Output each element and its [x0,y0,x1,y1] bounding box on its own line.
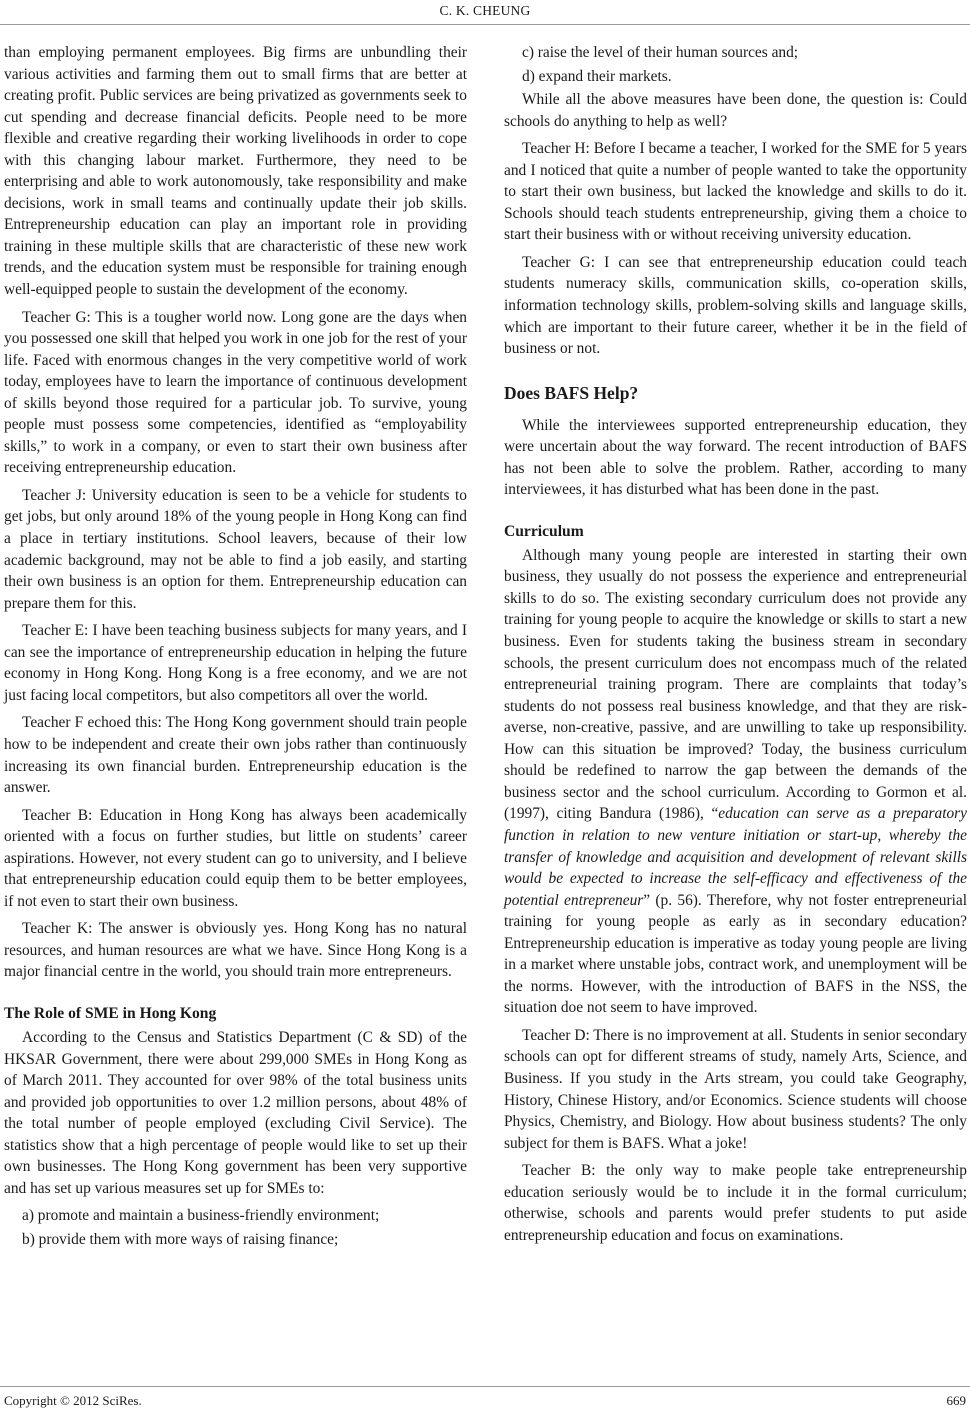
paragraph: While the interviewees supported entrepreneurship education, they were uncertain about the way forward. The recent introduction of BAFS has not been able to solve the problem. Rather, according to many interviewees, it has disturbed what has been done in the past. [504,416,967,499]
section-heading-bafs: Does BAFS Help? [504,382,639,403]
list-item: b) provide them with more ways of raising finance; [22,1230,339,1248]
list-item: c) raise the level of their human sources and; [522,44,799,61]
text-span: Although many young people are interested in starting their own business, they usually do not possess the experience and entrepreneurial skills to do so. The existing secondary curriculum does not provide any training for young people to acquire the knowledge or skills to start a new business. Even for students taking the business stream in secondary schools, the present curriculum does not encompass much of the related entrepreneurial training program. There are complaints that today’s students do not possess real business knowledge, and that they are risk-averse, non-creative, passive, and are unwilling to take up responsibility. How can this situation be improved? Today, the business curriculum should be redefined to narrow the gap between the demands of the business sector and the school curriculum. According to Gormon et al. (1997), citing Bandura (1986), “ [504,546,967,823]
paragraph: Teacher J: University education is seen to be a vehicle for students to get jobs, but only around 18% of the young people in Hong Kong can find a place in tertiary institutions. School leavers, because of their low academic background, may not be able to find a job easily, and starting their own business is an option for them. Entrepreneurship education can prepare them for this. [4,486,467,612]
running-header: C. K. CHEUNG [439,3,531,18]
paragraph: Teacher G: I can see that entrepreneurship education could teach students numeracy skills, communication skills, co-operation skills, information technology skills, problem-solving skills and language skills, which are important to their future career, whether it be in the field of business or not. [504,253,967,358]
paragraph: Teacher K: The answer is obviously yes. Hong Kong has no natural resources, and human resources are what we have. Since Hong Kong is a major financial centre in the world, you should train more entrepreneurs. [4,920,467,981]
right-column [504,42,967,1252]
paragraph: Teacher B: the only way to make people take entrepreneurship education seriously would be to include it in the formal curriculum; otherwise, schools and parents would prefer students to put aside entrepreneurship education and focus on examinations. [504,1162,967,1244]
paragraph: Teacher F echoed this: The Hong Kong government should train people how to be independent and create their own jobs rather than continuously increasing its own financial burden. Entrepreneurship education is the answer. [4,714,467,797]
page-number: 669 [946,1393,966,1408]
paragraph: Teacher H: Before I became a teacher, I worked for the SME for 5 years and I noticed that quite a number of people wanted to take the opportunity to start their own business, but lacked the knowledge and skills to do it. Schools should teach students entrepreneurship, giving them a choice to start their business with or without receiving university education. [504,140,967,244]
header-divider [0,24,970,25]
paragraph: Teacher B: Education in Hong Kong has always been academically oriented with a focus on further studies, but little on students’ career aspirations. However, not every student can go to university, and I believe that entrepreneurship education could equip them to be better employees, if not even to start their own business. [4,806,467,910]
left-column [4,42,467,1252]
list-item: a) promote and maintain a business-friendly environment; [22,1207,380,1225]
paragraph: Teacher D: There is no improvement at all. Students in senior secondary schools can opt for different streams of study, namely Arts, Science, and Business. If you study in the Arts stream, you could take Geography, History, Chinese History, and/or Economics. Science students will choose Physics, Chemistry, and Biology. How about business students? The only subject for them is BAFS. What a joke! [504,1026,967,1152]
paragraph: Teacher E: I have been teaching business subjects for many years, and I can see the importance of entrepreneurship education in helping the future economy in Hong Kong. Hong Kong is a free economy, and we are not just facing local competitors, but also competitors all over the world. [4,622,467,704]
footer-divider [0,1386,970,1387]
paragraph: According to the Census and Statistics Department (C & SD) of the HKSAR Government, there were about 299,000 SMEs in Hong Kong as of March 2011. They accounted for over 98% of the total business units and provided job opportunities to over 1.2 million persons, about 48% of the total number of people employed (excluding Civil Service). The statistics show that a high percentage of people would like to set up their own businesses. The Hong Kong government has been very supportive and has set up various measures set up for SMEs to: [4,1028,467,1197]
list-item: d) expand their markets. [522,67,672,85]
copyright-notice: Copyright © 2012 SciRes. [4,1393,142,1408]
paragraph: While all the above measures have been done, the question is: Could schools do anything to help as well? [504,91,967,130]
quotation: education can serve as a preparatory function in relation to new venture initiation or start-up, whereby the transfer of knowledge and acquisition and development of relevant skills would be expected to increase the self-efficacy and effectiveness of the potential entrepreneur [504,805,967,909]
section-heading-sme: The Role of SME in Hong Kong [4,1004,217,1022]
paragraph-with-quote [504,545,967,1019]
paragraph: Teacher G: This is a tougher world now. Long gone are the days when you possessed one skill that helped you work in one job for the rest of your life. Faced with enormous changes in the very competitive world of work today, employees have to learn the importance of continuous development of skills beyond those required for a particular job. To survive, young people must possess some competencies, identified as “employability skills,” to work in a company, or even to start their own business after receiving entrepreneurship education. [4,308,467,477]
paragraph: than employing permanent employees. Big firms are unbundling their various activities and farming them out to small firms that are better at creating profit. Public services are being privatized as governments seek to cut spending and decrease financial deficits. People need to be more flexible and creative regarding their working livelihoods in order to cope with this changing labour market. Furthermore, they need to be enterprising and able to work autonomously, take responsibility and make decisions, work in small teams and continually update their job skills. Entrepreneurship education can play an important role in providing training in these multiple skills that are characteristic of these new work trends, and the education system must be responsible for training enough well-equipped people to sustain the development of the economy. [4,44,467,299]
subsection-heading-curriculum: Curriculum [504,522,584,540]
text-span: ” (p. 56). Therefore, why not foster entrepreneurial training for young people as early as in secondary education? Entrepreneurship education is imperative as today young people are living in a market where unstable jobs, contract work, and unemployment will be the norms. However, with the introduction of BAFS in the NSS, the situation doe not seem to have improved. [504,891,967,1017]
